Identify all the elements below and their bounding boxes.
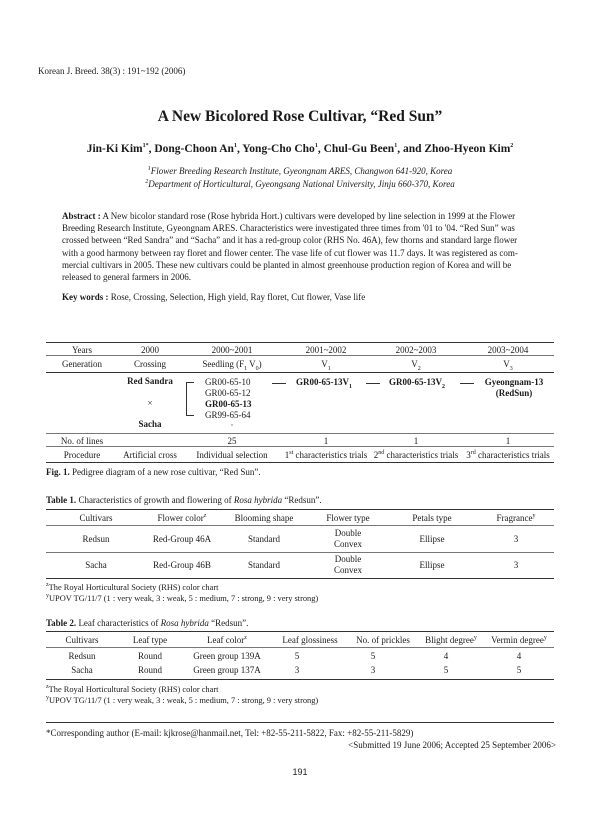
fig1-lines-label: No. of lines bbox=[60, 436, 104, 446]
table1-header-text: Fragrance bbox=[496, 513, 533, 523]
page-number: 191 bbox=[292, 767, 308, 777]
corresponding-author: *Corresponding author (E-mail: kjkrose@hanmail.net, Tel: +82-55-211-5822, Fax: +82-55-211-5829) bbox=[46, 728, 414, 738]
abstract-label: Abstract : bbox=[62, 211, 101, 221]
fig1-parent-female: Red Sandra bbox=[127, 376, 173, 386]
fig1-v1-line bbox=[296, 377, 352, 390]
fig1-generation-text: V bbox=[247, 359, 256, 369]
table2-note-mark: y bbox=[46, 695, 49, 701]
table1-header-text: Flower color bbox=[157, 513, 204, 523]
fig1-lines-value: 25 bbox=[227, 436, 237, 446]
affiliation bbox=[0, 166, 600, 176]
fig1-generation-sub: 1 bbox=[327, 365, 331, 372]
fig1-procedure bbox=[370, 450, 462, 460]
fig1-procedure bbox=[282, 450, 370, 460]
fig1-lines-value: 1 bbox=[323, 436, 329, 446]
table1-header bbox=[146, 513, 218, 523]
author-mark: 1 bbox=[314, 143, 318, 150]
fig1-procedure: Artificial cross bbox=[123, 450, 177, 460]
fig1-v2-text: GR00-65-13V bbox=[389, 377, 442, 387]
table1-cell: Ellipse bbox=[419, 534, 445, 544]
author-mark: 2 bbox=[510, 143, 514, 150]
table2-header bbox=[418, 635, 484, 645]
table1-header bbox=[478, 513, 554, 523]
fig1-generation-sub: 3 bbox=[509, 365, 513, 372]
fig1-seedling: GR00-65-10 bbox=[205, 377, 251, 387]
fig1-parent-male: Sacha bbox=[138, 419, 162, 429]
fig1-procedure: Individual selection bbox=[196, 450, 268, 460]
table2-header bbox=[484, 635, 554, 645]
keywords bbox=[62, 292, 552, 302]
abstract-line: Breeding Research Institute, Gyeongnam ARES. Characteristics were investigated three times from '01 to '04. “Red Sun” was bbox=[62, 223, 515, 234]
table1-cell: Double bbox=[334, 554, 362, 564]
fig1-generation-sub: 1 bbox=[244, 365, 248, 372]
table1-cell: 3 bbox=[513, 534, 519, 544]
table1-cell: Red-Group 46B bbox=[153, 560, 211, 570]
abstract-line: with a good harmony between ray floret and flower center. The vase life of cut flower was 11.7 days. It was registered as com- bbox=[62, 247, 518, 258]
table1-note bbox=[46, 582, 218, 592]
table1-cell: Convex bbox=[334, 565, 362, 575]
table1-cell: Double bbox=[334, 528, 362, 538]
author-mark: 1 bbox=[233, 143, 237, 150]
abstract-line: mercial cultivars in 2005. These new cultivars could be planted in almost greenhouse production region of Korea and will be bbox=[62, 259, 512, 270]
table1-header: Petals type bbox=[412, 513, 452, 523]
journal-reference: Korean J. Breed. 38(3) : 191~192 (2006) bbox=[38, 66, 186, 76]
table2-cell: 5 bbox=[294, 651, 300, 661]
table1-note-text: The Royal Horticultural Society (RHS) color chart bbox=[48, 582, 219, 592]
table2-header-rule bbox=[46, 647, 554, 648]
table2-caption bbox=[46, 618, 248, 628]
table1-row-divider bbox=[46, 552, 554, 553]
fig1-years-label: Years bbox=[71, 345, 93, 355]
table2-cell: 4 bbox=[443, 651, 449, 661]
fig1-v3-name: (RedSun) bbox=[495, 388, 533, 398]
table2-note-text: UPOV TG/11/7 (1 : very weak, 3 : weak, 5 : medium, 7 : strong, 9 : very strong) bbox=[49, 695, 319, 705]
table1-header-mark: y bbox=[532, 513, 536, 519]
table1-header-mark: z bbox=[203, 513, 207, 519]
fig1-v2-line bbox=[389, 377, 445, 390]
fig1-generation-text: ) bbox=[258, 359, 262, 369]
fig1-trial-sup: nd bbox=[378, 450, 385, 456]
fig1-generation bbox=[282, 359, 370, 372]
table1-caption-text: Characteristics of growth and flowering of bbox=[78, 495, 232, 505]
table1-cell: Standard bbox=[248, 534, 280, 544]
fig1-caption bbox=[46, 467, 261, 477]
affiliation-text: Flower Breeding Research Institute, Gyeongnam ARES, Changwon 641-920, Korea bbox=[150, 166, 453, 176]
table2-note-mark: z bbox=[46, 684, 49, 690]
fig1-trial-ord: 2 bbox=[373, 450, 379, 460]
fig1-generation bbox=[182, 359, 282, 372]
fig1-lines-value: 1 bbox=[505, 436, 511, 446]
fig1-year: 2003~2004 bbox=[487, 345, 529, 355]
fig1-caption-label: Fig. 1. bbox=[46, 467, 70, 477]
table1-note-text: UPOV TG/11/7 (1 : very weak, 3 : weak, 5 : medium, 7 : strong, 9 : very strong) bbox=[49, 593, 319, 603]
fig1-seedling: GR00-65-12 bbox=[205, 388, 251, 398]
table2-note bbox=[46, 684, 218, 694]
table1-cell: Ellipse bbox=[419, 560, 445, 570]
fig1-generation bbox=[370, 359, 462, 372]
table2-header-mark: y bbox=[543, 635, 547, 641]
table2-caption-end: “Redsun”. bbox=[211, 618, 249, 628]
fig1-generation-text: V bbox=[411, 359, 418, 369]
fig1-bracket-tick bbox=[186, 382, 194, 383]
table2-caption-label: Table 2. bbox=[46, 618, 77, 628]
fig1-seedling-bracket bbox=[186, 382, 187, 415]
table1-cell: Sacha bbox=[85, 560, 107, 570]
fig1-header-rule bbox=[46, 372, 554, 373]
table2-cell: 5 bbox=[516, 665, 522, 675]
fig1-year: 2000 bbox=[141, 345, 159, 355]
fig1-v1-text: GR00-65-13V bbox=[296, 377, 349, 387]
fig1-v2-sub: 2 bbox=[442, 383, 445, 390]
table1-header: Blooming shape bbox=[234, 513, 294, 523]
author-name: Chul-Gu Been bbox=[323, 143, 395, 155]
table2-cell: Round bbox=[137, 651, 162, 661]
fig1-trial-ord: 1 bbox=[284, 450, 290, 460]
fig1-generation-text: Seedling (F bbox=[202, 359, 245, 369]
table1-cell: Redsun bbox=[82, 534, 110, 544]
table1-cell: Standard bbox=[248, 560, 280, 570]
fig1-year: 2001~2002 bbox=[305, 345, 347, 355]
table2-caption-italic: Rosa hybrida bbox=[160, 618, 209, 628]
fig1-arrow-line bbox=[460, 383, 474, 384]
abstract-text: A New bicolor standard rose (Rose hybrida Hort.) cultivars were developed by line selection in 1999 at the Flower bbox=[102, 211, 516, 221]
table2-header-text: Leaf color bbox=[207, 635, 245, 645]
fig1-procedure-label: Procedure bbox=[63, 450, 101, 460]
table1-note-mark: y bbox=[46, 593, 49, 599]
abstract bbox=[62, 210, 552, 283]
fig1-trial-text: characteristics trials bbox=[384, 450, 459, 460]
table1-top-rule bbox=[46, 509, 554, 510]
author-name: Zhoo-Hyeon Kim bbox=[424, 143, 511, 155]
table2-cell: 5 bbox=[443, 665, 449, 675]
fig1-bottom-rule bbox=[46, 462, 554, 463]
table2-note bbox=[46, 695, 318, 705]
table2-cell: Green group 137A bbox=[193, 665, 261, 675]
table2-cell: 3 bbox=[370, 665, 376, 675]
table2-header-mark: y bbox=[473, 635, 477, 641]
table2-cell: 5 bbox=[370, 651, 376, 661]
fig1-lines-value: 1 bbox=[413, 436, 419, 446]
affiliation-text: Department of Horticultural, Gyeongsang National University, Jinju 660-370, Korea bbox=[148, 179, 455, 189]
table2-bottom-rule bbox=[46, 679, 554, 680]
table2-header-mark: z bbox=[244, 635, 247, 641]
fig1-year: 2002~2003 bbox=[395, 345, 437, 355]
table1-bottom-rule bbox=[46, 578, 554, 579]
fig1-body-divider bbox=[46, 433, 554, 434]
table2-header bbox=[182, 635, 272, 645]
author-name: Dong-Choon An bbox=[154, 143, 234, 155]
fig1-trial-ord: 3 bbox=[466, 450, 471, 460]
table2-header: Cultivars bbox=[65, 635, 99, 645]
table2-header-text: Blight degree bbox=[425, 635, 474, 645]
fig1-generation: Crossing bbox=[133, 359, 166, 369]
table1-cell: Convex bbox=[334, 539, 362, 549]
table2-header: Leaf type bbox=[132, 635, 168, 645]
fig1-trial-sup: st bbox=[289, 450, 294, 456]
table1-caption bbox=[46, 495, 322, 505]
fig1-generation bbox=[462, 359, 554, 372]
table2-top-rule bbox=[46, 631, 554, 632]
affiliation bbox=[0, 179, 600, 189]
table2-caption-text: Leaf characteristics of bbox=[78, 618, 159, 628]
table1-note-mark: z bbox=[46, 582, 49, 588]
affiliation-mark: 2 bbox=[145, 179, 149, 185]
abstract-line bbox=[62, 210, 552, 222]
fig1-arrow-line bbox=[272, 383, 286, 384]
fig1-trial-sup: rd bbox=[470, 450, 476, 456]
table2-header: No. of prickles bbox=[356, 635, 410, 645]
fig1-cross-mark: × bbox=[147, 398, 153, 408]
fig1-generation-sub: 2 bbox=[417, 365, 421, 372]
table2-cell: Green group 139A bbox=[193, 651, 261, 661]
author-mark: 1 bbox=[394, 143, 398, 150]
affiliation-mark: 1 bbox=[147, 166, 151, 172]
fig1-generation-text: V bbox=[321, 359, 328, 369]
fig1-v3-line: Gyeongnam-13 bbox=[484, 377, 544, 387]
fig1-caption-text: Pedigree diagram of a new rose cultivar, “Red Sun”. bbox=[72, 467, 261, 477]
table1-note bbox=[46, 593, 318, 603]
fig1-generation-sub: 0 bbox=[255, 365, 259, 372]
table2-cell: Round bbox=[137, 665, 162, 675]
table1-caption-end: “Redsun”. bbox=[284, 495, 322, 505]
table1-caption-italic: Rosa hybrida bbox=[233, 495, 283, 505]
table1-header: Flower type bbox=[326, 513, 370, 523]
author-list: Jin-Ki Kim$^{1*}$, Dong-Choon An$^1$, Yong-Cho Cho$^1$, Chul-Gu Been$^1$, and Zhoo-Hyeon Kim$^2$ bbox=[86, 143, 514, 155]
paper-title: A New Bicolored Rose Cultivar, “Red Sun” bbox=[157, 108, 443, 125]
abstract-line: crossed between “Red Sandra” and “Sacha” and it has a red-group color (RHS No. 46A), few thorns and standard large flower bbox=[62, 235, 518, 246]
table1-caption-label: Table 1. bbox=[46, 495, 77, 505]
table2-note-text: The Royal Horticultural Society (RHS) color chart bbox=[48, 684, 219, 694]
fig1-v1-sub: 1 bbox=[349, 383, 352, 390]
table1-header-rule bbox=[46, 525, 554, 526]
fig1-procedure bbox=[462, 450, 554, 460]
author-name: Jin-Ki Kim bbox=[86, 143, 143, 155]
abstract-line: released to general farmers in 2006. bbox=[62, 272, 191, 283]
fig1-trial-text: characteristics trials bbox=[293, 450, 368, 460]
table2-header: Leaf glossiness bbox=[282, 635, 338, 645]
table2-header-text: Vermin degree bbox=[491, 635, 544, 645]
table1-cell: 3 bbox=[513, 560, 519, 570]
table2-cell: Redsun bbox=[68, 651, 96, 661]
fig1-seedling: GR99-65-64 bbox=[205, 410, 251, 420]
table2-cell: Sacha bbox=[71, 665, 93, 675]
fig1-year: 2000~2001 bbox=[211, 345, 253, 355]
fig1-seedling-dot: · bbox=[230, 420, 234, 430]
fig1-generation-text: V bbox=[503, 359, 510, 369]
fig1-generation-label: Generation bbox=[62, 359, 102, 369]
table1-cell: Red-Group 46A bbox=[152, 534, 212, 544]
table2-cell: 4 bbox=[516, 651, 522, 661]
author-name: Yong-Cho Cho bbox=[242, 143, 315, 155]
table1-header: Cultivars bbox=[79, 513, 113, 523]
footnote-rule bbox=[46, 722, 554, 723]
fig1-bracket-tick bbox=[186, 415, 194, 416]
fig1-trial-text: characteristics trials bbox=[475, 450, 550, 460]
keywords-text: Rose, Crossing, Selection, High yield, Ray floret, Cut flower, Vase life bbox=[110, 292, 366, 302]
author-mark: 1* bbox=[142, 143, 149, 150]
submission-dates: <Submitted 19 June 2006; Accepted 25 September 2006> bbox=[348, 740, 556, 750]
fig1-top-rule bbox=[46, 342, 554, 343]
keywords-label: Key words : bbox=[62, 292, 109, 302]
fig1-arrow-line bbox=[366, 383, 380, 384]
fig1-header-divider bbox=[46, 355, 554, 356]
table2-cell: 3 bbox=[294, 665, 300, 675]
fig1-lines-divider bbox=[46, 446, 554, 447]
fig1-seedling-selected: GR00-65-13 bbox=[205, 399, 252, 409]
